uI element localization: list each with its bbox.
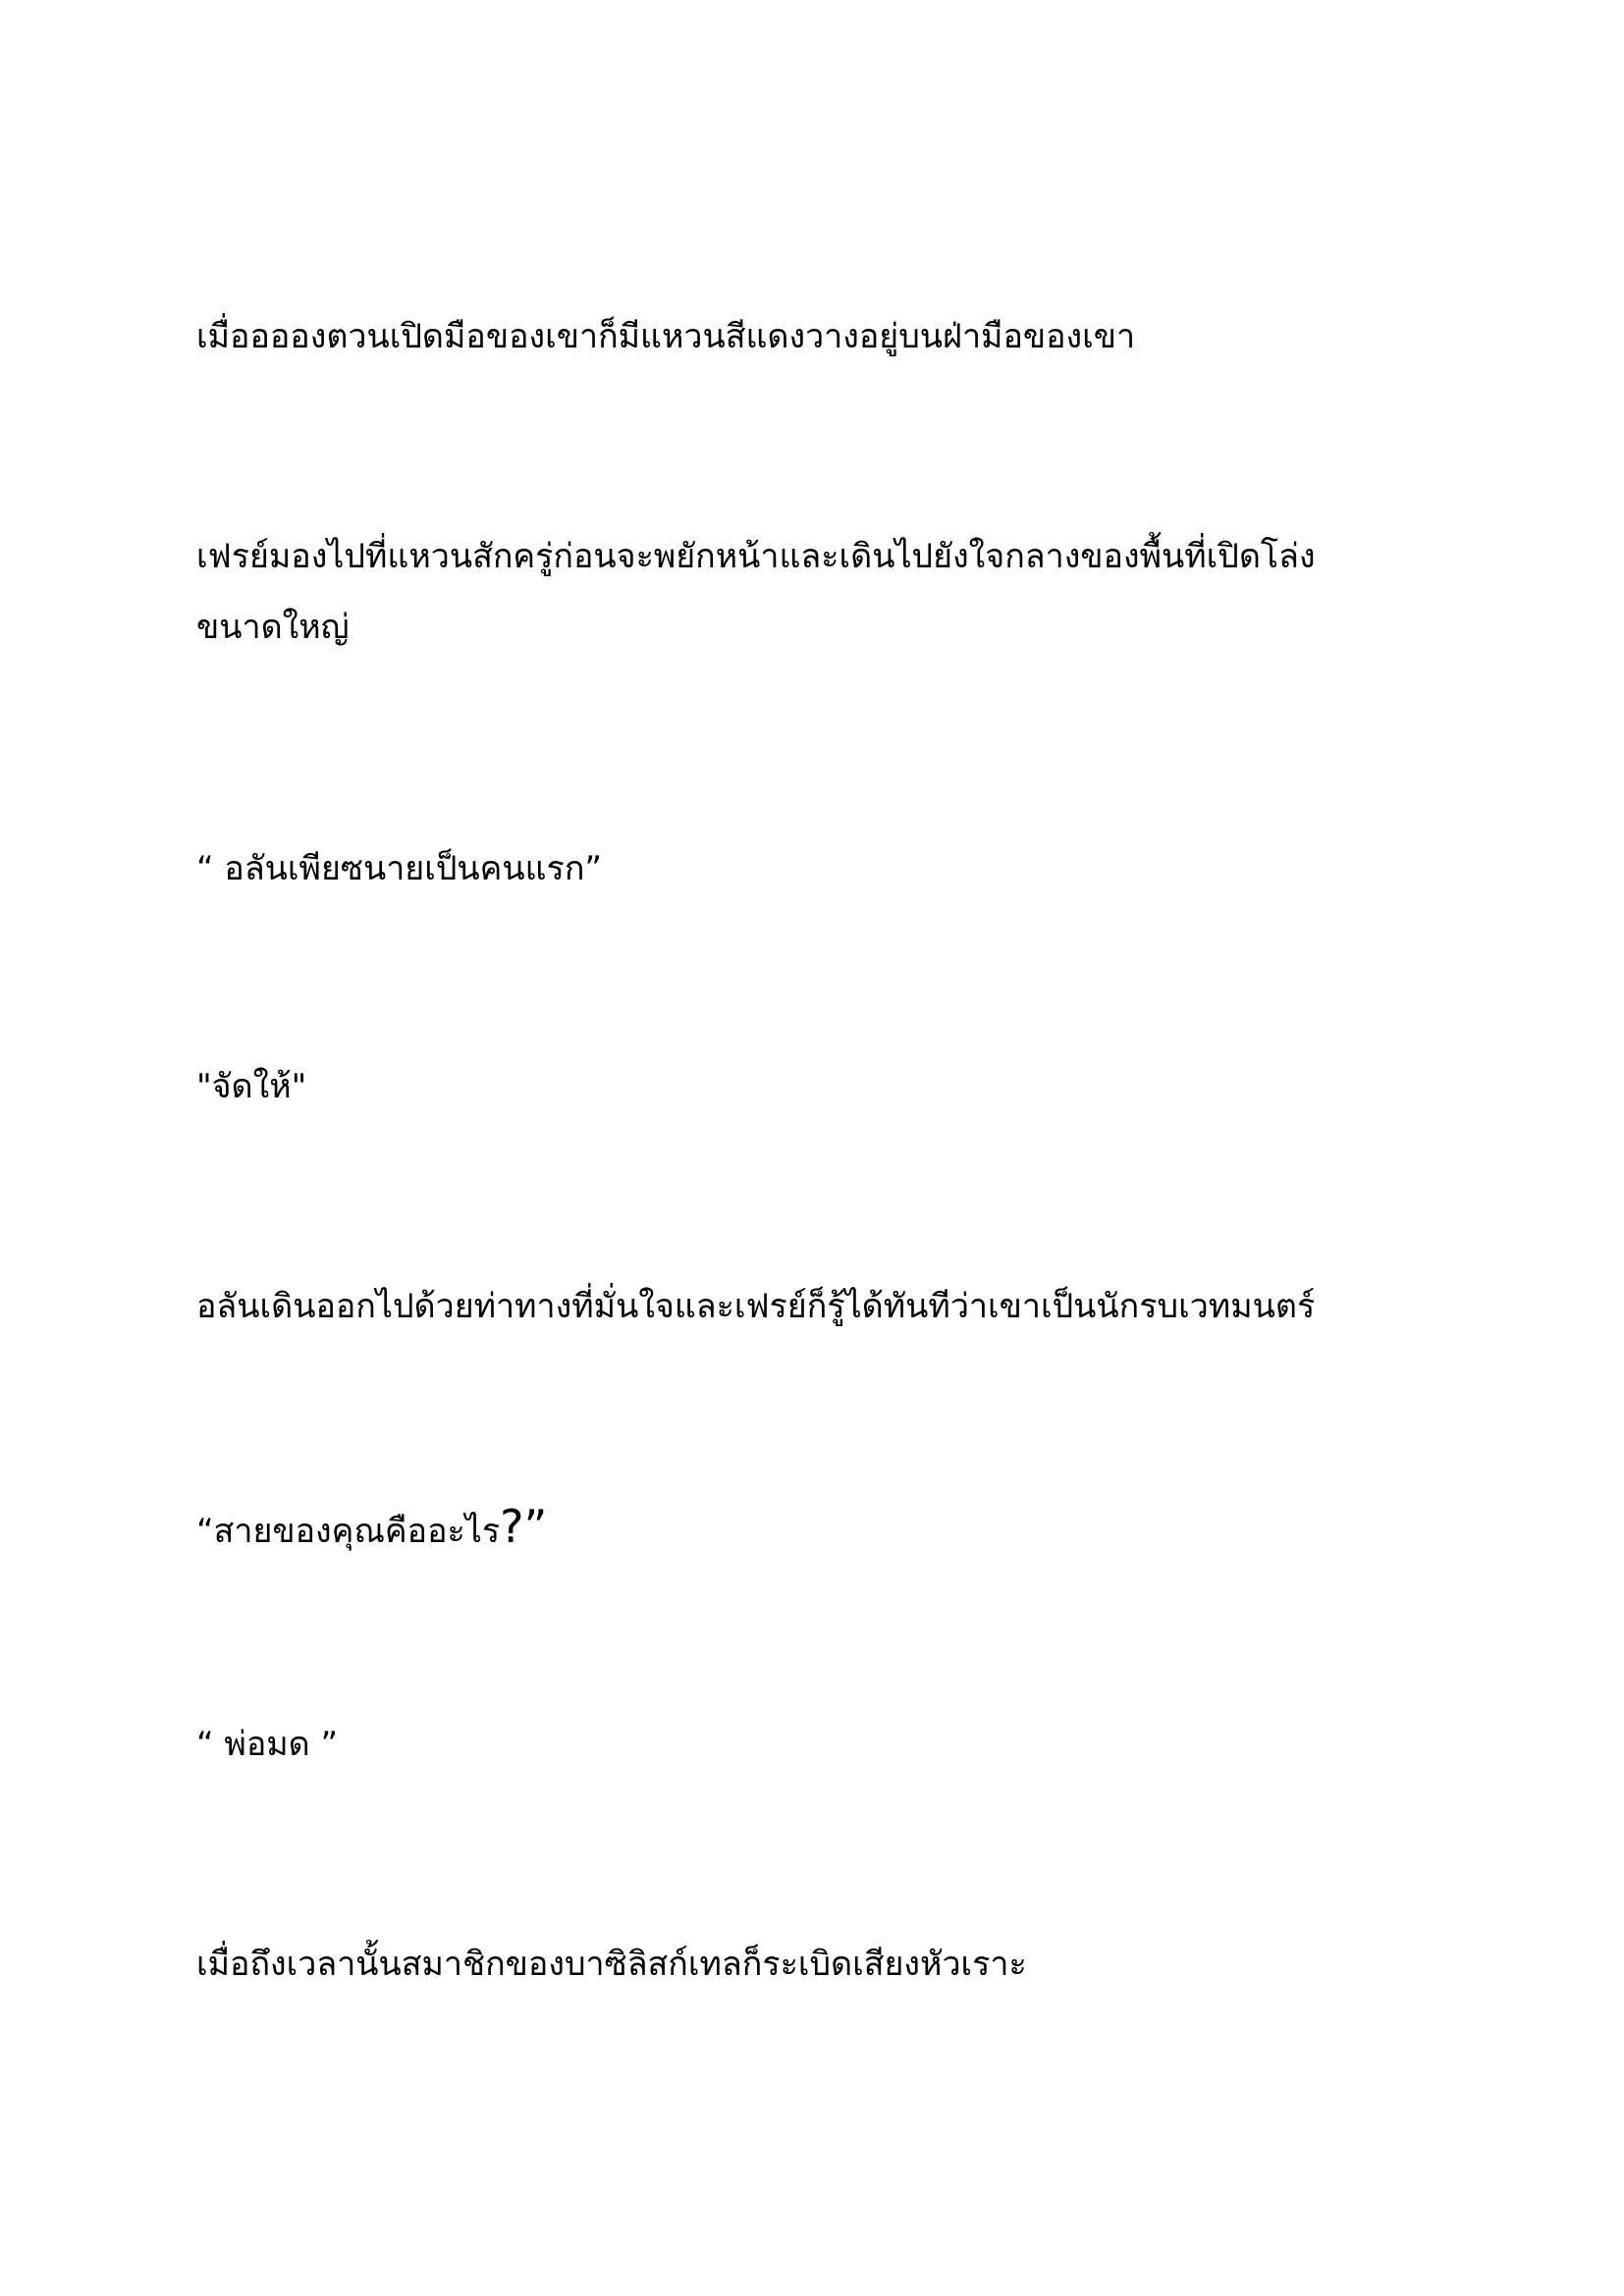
paragraph-ring-reveal [196,312,1434,361]
paragraph-alan-steps-out [196,1282,1434,1331]
dialogue-answer [196,1720,1434,1769]
dialogue-alan-first [196,844,1434,893]
dialogue-line [196,1502,1434,1556]
dialogue-line: “ อลันเพียซนายเป็นคนแรก” [196,849,603,888]
paragraph-line: ขนาดใหญ่ [196,608,350,647]
dialogue-reply [196,1062,1434,1111]
paragraph-line: อลันเดินออกไปด้วยท่าทางที่มั่นใจและเฟรย์ก็รู้ได้ทันทีว่าเขาเป็นนักรบเวทมนตร์ [196,1287,1316,1326]
question-mark-quote: ?” [500,1500,548,1553]
dialogue-question [196,1502,1434,1556]
paragraph-line: เมื่อออองตวนเปิดมือของเขาก็มีแหวนสีแดงวางอยู่บนฝ่ามือของเขา [196,317,1136,356]
paragraph-frey-walks [196,532,1434,652]
dialogue-line: "จัดให้" [196,1067,307,1106]
paragraph-line: เฟรย์มองไปที่แหวนสักครู่ก่อนจะพยักหน้าและเดินไปยังใจกลางของพื้นที่เปิดโล่ง [196,537,1316,576]
paragraph-laughter [196,1940,1434,1989]
paragraph-line: เมื่อถึงเวลานั้นสมาชิกของบาซิลิสก์เทลก็ระเบิดเสียงหัวเราะ [196,1945,1027,1984]
dialogue-text: “สายของคุณคืออะไร [196,1512,501,1551]
dialogue-line: “ พ่อมด ” [196,1725,339,1764]
